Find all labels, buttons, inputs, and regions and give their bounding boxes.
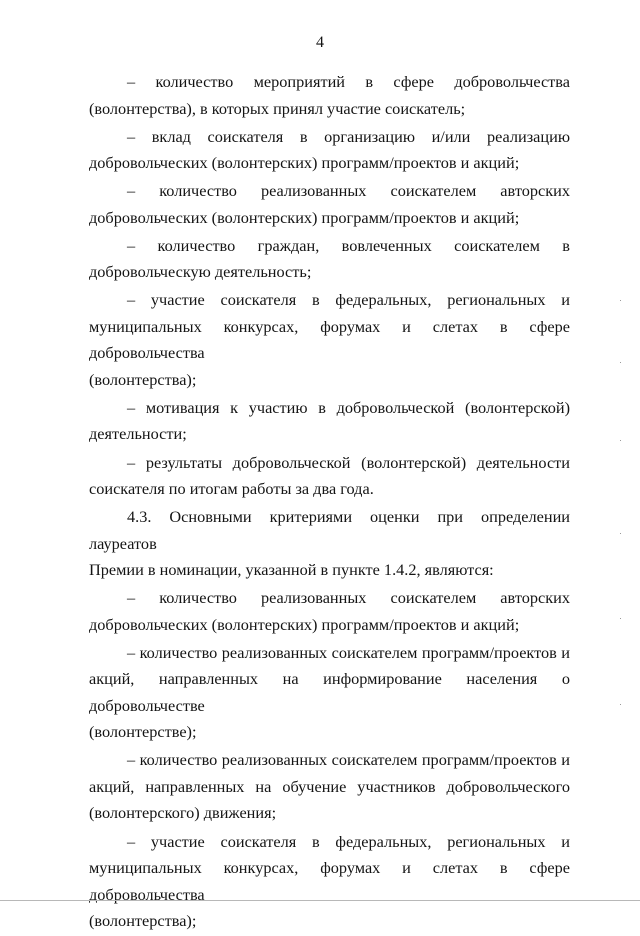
list-item [89, 69, 570, 122]
text-line: добровольческую деятельность; [89, 262, 312, 282]
text-line: муниципальных конкурсах, форумах и слетах в сфере добровольчества [89, 316, 570, 363]
text-line: 4.3. Основными критериями оценки при определении лауреатов [89, 507, 570, 553]
text-line: – результаты добровольческой (волонтерской) деятельности [127, 452, 570, 472]
list-item [89, 287, 570, 393]
list-item [89, 829, 570, 935]
page-number: 4 [316, 34, 324, 51]
text-line: добровольческих (волонтерских) программ/проектов и акций; [89, 207, 520, 227]
text-line: – вклад соискателя в организацию и/или реализацию [127, 126, 570, 146]
text-line: (волонтерского) движения; [89, 803, 277, 823]
text-line: акций, направленных на обучение участников добровольческого [89, 776, 570, 796]
text-line: акций, направленных на информирование населения о добровольчестве [89, 669, 570, 715]
list-item [89, 585, 570, 638]
text-line: соискателя по итогам работы за два года. [89, 479, 374, 499]
text-line: – мотивация к участию в добровольческой (волонтерской) [127, 397, 570, 417]
list-item [89, 124, 570, 177]
list-item [89, 504, 570, 584]
text-line: – количество реализованных соискателем программ/проектов и [127, 642, 570, 662]
scan-specks [620, 300, 622, 720]
list-item [89, 640, 570, 746]
document-body [89, 69, 570, 936]
text-line: – участие соискателя в федеральных, региональных и [127, 831, 570, 851]
text-line: (волонтерстве); [89, 722, 197, 742]
text-line: муниципальных конкурсах, форумах и слетах в сфере добровольчества [89, 858, 570, 904]
text-line: – участие соискателя в федеральных, региональных и [127, 290, 570, 310]
list-item [89, 178, 570, 231]
text-line: – количество реализованных соискателем авторских [127, 588, 570, 608]
text-line: (волонтерства), в которых принял участие соискатель; [89, 98, 466, 118]
text-line: – количество мероприятий в сфере добровольчества [127, 72, 570, 91]
text-line: – количество граждан, вовлеченных соискателем в [127, 235, 570, 255]
text-line: Премии в номинации, указанной в пункте 1.4.2, являются: [89, 560, 494, 580]
list-item [89, 395, 570, 448]
text-line: – количество реализованных соискателем программ/проектов и [127, 750, 570, 770]
text-line: деятельности; [89, 424, 187, 444]
text-line: добровольческих (волонтерских) программ/проектов и акций; [89, 153, 520, 173]
text-line: (волонтерства); [89, 369, 197, 389]
text-line: добровольческих (волонтерских) программ/проектов и акций; [89, 614, 520, 634]
list-item [89, 233, 570, 286]
scan-edge-line [0, 900, 640, 901]
list-item [89, 450, 570, 503]
list-item [89, 747, 570, 827]
text-line: (волонтерства); [89, 911, 197, 931]
text-line: – количество реализованных соискателем авторских [127, 181, 570, 201]
